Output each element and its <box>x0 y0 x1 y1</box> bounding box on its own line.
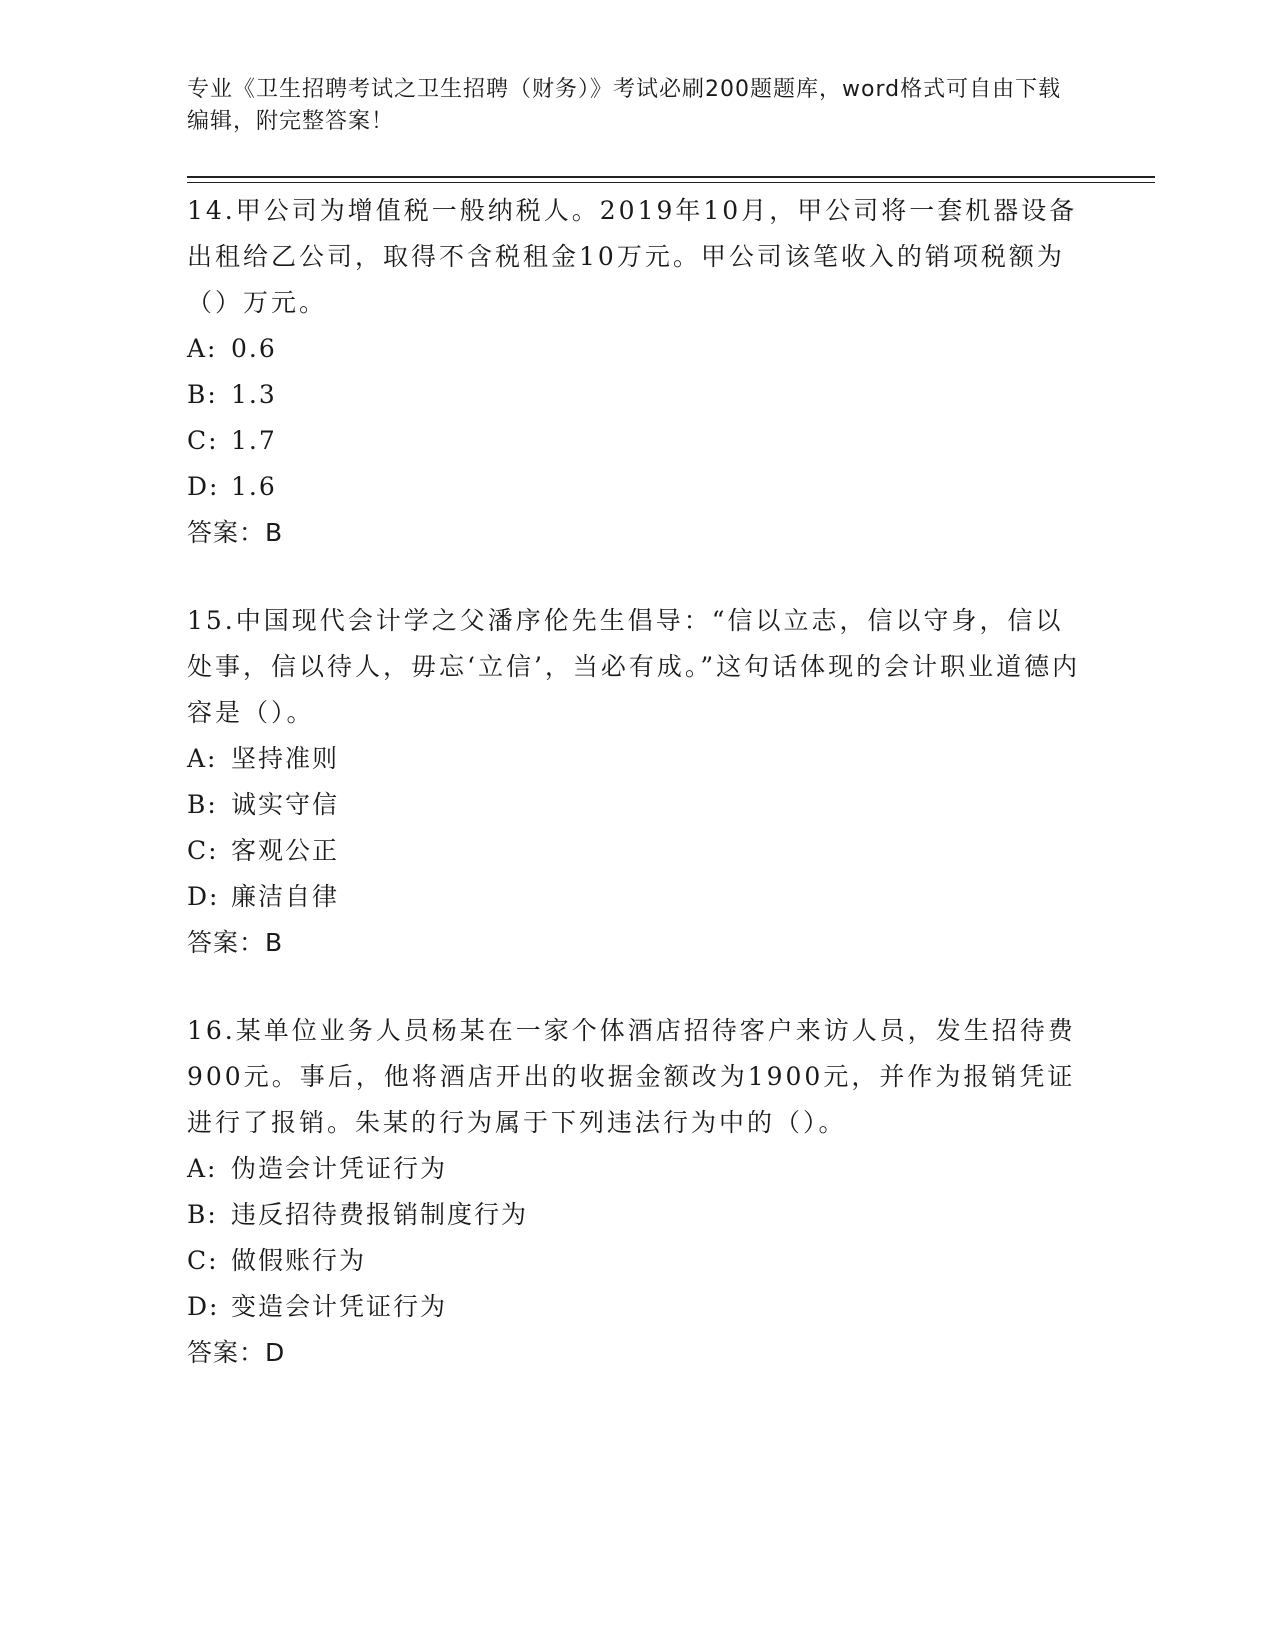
answer-line: 答案：B <box>187 518 284 547</box>
option-letter: B: <box>187 790 218 819</box>
question-stem: 16.某单位业务人员杨某在一家个体酒店招待客户来访人员，发生招待费900元。事后，他将酒店开出的收据金额改为1900元，并作为报销凭证进行了报销。朱某的行为属于下列违法行为中的（）。 <box>187 1016 1076 1137</box>
option-text: 客观公正 <box>231 836 340 865</box>
header-divider-thin <box>187 182 1155 183</box>
option-text: 1.3 <box>231 380 277 409</box>
option-letter: B: <box>187 1200 218 1229</box>
option-c <box>187 418 1087 464</box>
option-text: 0.6 <box>231 334 277 363</box>
option-b <box>187 1192 1087 1238</box>
option-a <box>187 1146 1087 1192</box>
option-a <box>187 736 1087 782</box>
option-b <box>187 372 1087 418</box>
option-letter: C: <box>187 1246 219 1275</box>
option-letter: D: <box>187 472 220 501</box>
option-d <box>187 1284 1087 1330</box>
option-text: 诚实守信 <box>231 790 340 819</box>
option-text: 做假账行为 <box>231 1246 367 1275</box>
question-14 <box>187 188 1087 556</box>
option-text: 变造会计凭证行为 <box>231 1292 448 1321</box>
answer-line: 答案：B <box>187 928 284 957</box>
answer-line: 答案：D <box>187 1338 286 1367</box>
question-stem: 15.中国现代会计学之父潘序伦先生倡导：“信以立志，信以守身，信以处事，信以待人，毋忘‘立信’，当必有成。”这句话体现的会计职业道德内容是（）。 <box>187 606 1081 727</box>
option-letter: D: <box>187 1292 220 1321</box>
question-15 <box>187 598 1087 966</box>
option-text: 伪造会计凭证行为 <box>231 1154 448 1183</box>
option-letter: C: <box>187 836 219 865</box>
option-letter: C: <box>187 426 219 455</box>
option-c <box>187 1238 1087 1284</box>
option-text: 廉洁自律 <box>231 882 340 911</box>
option-letter: D: <box>187 882 220 911</box>
option-text: 1.7 <box>231 426 277 455</box>
option-c <box>187 828 1087 874</box>
option-text: 1.6 <box>231 472 277 501</box>
document-header: 专业《卫生招聘考试之卫生招聘（财务）》考试必刷200题题库，word格式可自由下载编辑，附完整答案！ <box>187 77 1062 134</box>
option-d <box>187 874 1087 920</box>
option-a <box>187 326 1087 372</box>
option-text: 违反招待费报销制度行为 <box>231 1200 529 1229</box>
option-letter: A: <box>187 744 218 773</box>
option-b <box>187 782 1087 828</box>
option-text: 坚持准则 <box>231 744 340 773</box>
header-divider-thick <box>187 176 1155 178</box>
question-stem: 14.甲公司为增值税一般纳税人。2019年10月，甲公司将一套机器设备出租给乙公司，取得不含税租金10万元。甲公司该笔收入的销项税额为（）万元。 <box>187 196 1078 317</box>
option-letter: A: <box>187 1154 218 1183</box>
option-d <box>187 464 1087 510</box>
option-letter: B: <box>187 380 218 409</box>
question-16 <box>187 1008 1087 1376</box>
option-letter: A: <box>187 334 218 363</box>
